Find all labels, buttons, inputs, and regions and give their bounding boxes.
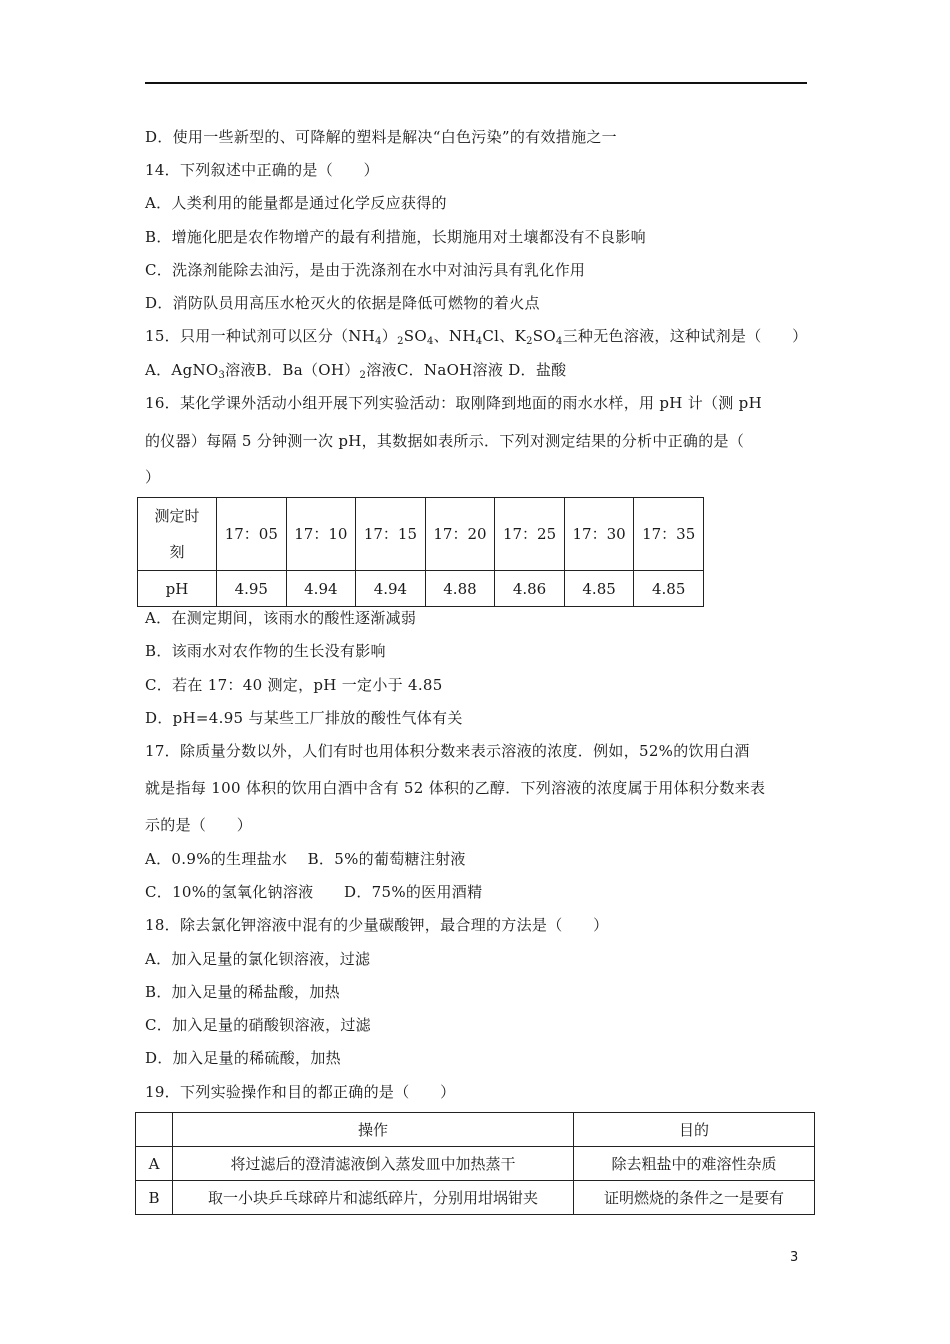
- q18-option-b: B．加入足量的稀盐酸，加热: [145, 983, 340, 1001]
- q16-ph-table: [137, 497, 704, 607]
- time-cell: 17：10: [286, 498, 356, 571]
- time-cell: 17：30: [564, 498, 634, 571]
- q14-option-b: B．增施化肥是农作物增产的最有利措施，长期施用对土壤都没有不良影响: [145, 228, 646, 246]
- row-label: A: [136, 1147, 173, 1181]
- table-row: [138, 498, 704, 571]
- time-header-cell: 测定时 刻: [138, 498, 217, 571]
- q16-option-d: D．pH=4.95 与某些工厂排放的酸性气体有关: [145, 709, 463, 727]
- q16-option-c: C．若在 17：40 测定，pH 一定小于 4.85: [145, 676, 443, 694]
- table-row: [136, 1181, 815, 1215]
- q14-option-d: D．消防队员用高压水枪灭火的依据是降低可燃物的着火点: [145, 294, 540, 312]
- ph-cell: 4.85: [564, 571, 634, 607]
- purpose-header: 目的: [574, 1113, 815, 1147]
- ph-cell: 4.86: [495, 571, 565, 607]
- page-number: 3: [790, 1250, 799, 1265]
- q18-option-d: D．加入足量的稀硫酸，加热: [145, 1049, 341, 1067]
- ph-cell: 4.88: [425, 571, 495, 607]
- q17-stem-line2: 就是指每 100 体积的饮用白酒中含有 52 体积的乙醇．下列溶液的浓度属于用体积分数来表: [145, 779, 766, 797]
- q17-options-cd: C．10%的氢氧化钠溶液 D．75%的医用酒精: [145, 883, 483, 901]
- ph-cell: 4.94: [286, 571, 356, 607]
- ph-cell: 4.95: [217, 571, 287, 607]
- q16-stem-line3: ）: [145, 468, 161, 486]
- operation-cell: 取一小块乒乓球碎片和滤纸碎片，分别用坩埚钳夹: [173, 1181, 574, 1215]
- operation-header: 操作: [173, 1113, 574, 1147]
- q14-option-a: A．人类利用的能量都是通过化学反应获得的: [145, 194, 447, 212]
- q15-stem: 15．只用一种试剂可以区分$(NH_4)_2SO_4$、$NH_4Cl$、$K_2SO_4$三种无色溶液，这种试剂是（ ）: [145, 327, 808, 347]
- q14-stem: 14．下列叙述中正确的是（ ）: [145, 161, 379, 179]
- ph-cell: 4.94: [356, 571, 426, 607]
- header-rule: [145, 82, 807, 84]
- table-row: [138, 571, 704, 607]
- time-cell: 17：20: [425, 498, 495, 571]
- q16-stem-line2: 的仪器）每隔 5 分钟测一次 pH，其数据如表所示．下列对测定结果的分析中正确的是（: [145, 432, 745, 450]
- ph-cell: 4.85: [634, 571, 704, 607]
- q17-options-ab: A．0.9%的生理盐水 B．5%的葡萄糖注射液: [145, 850, 466, 868]
- time-cell: 17：35: [634, 498, 704, 571]
- purpose-cell: 除去粗盐中的难溶性杂质: [574, 1147, 815, 1181]
- time-cell: 17：05: [217, 498, 287, 571]
- ph-label-cell: pH: [138, 571, 217, 607]
- table-corner-cell: [136, 1113, 173, 1147]
- q17-stem-line3: 示的是（ ）: [145, 816, 253, 834]
- row-label: B: [136, 1181, 173, 1215]
- q16-option-b: B．该雨水对农作物的生长没有影响: [145, 642, 386, 660]
- q16-option-a: A．在测定期间，该雨水的酸性逐渐减弱: [145, 609, 417, 627]
- q19-operation-table: [135, 1112, 815, 1215]
- q18-option-c: C．加入足量的硝酸钡溶液，过滤: [145, 1016, 371, 1034]
- q19-stem: 19．下列实验操作和目的都正确的是（ ）: [145, 1083, 456, 1101]
- q16-stem-line1: 16．某化学课外活动小组开展下列实验活动：取刚降到地面的雨水水样，用 pH 计（测 pH: [145, 394, 762, 412]
- time-cell: 17：25: [495, 498, 565, 571]
- q13-option-d: D．使用一些新型的、可降解的塑料是解决“白色污染”的有效措施之一: [145, 128, 617, 146]
- q14-option-c: C．洗涤剂能除去油污，是由于洗涤剂在水中对油污具有乳化作用: [145, 261, 586, 279]
- q18-option-a: A．加入足量的氯化钡溶液，过滤: [145, 950, 371, 968]
- q17-stem-line1: 17．除质量分数以外，人们有时也用体积分数来表示溶液的浓度．例如，52%的饮用白酒: [145, 742, 750, 760]
- table-row: [136, 1113, 815, 1147]
- q18-stem: 18．除去氯化钾溶液中混有的少量碳酸钾，最合理的方法是（ ）: [145, 916, 609, 934]
- purpose-cell: 证明燃烧的条件之一是要有: [574, 1181, 815, 1215]
- operation-cell: 将过滤后的澄清滤液倒入蒸发皿中加热蒸干: [173, 1147, 574, 1181]
- time-cell: 17：15: [356, 498, 426, 571]
- table-row: [136, 1147, 815, 1181]
- q15-options: A．AgNO$_3$溶液B．$Ba(OH)_2$溶液C．NaOH溶液 D．盐酸: [145, 361, 567, 381]
